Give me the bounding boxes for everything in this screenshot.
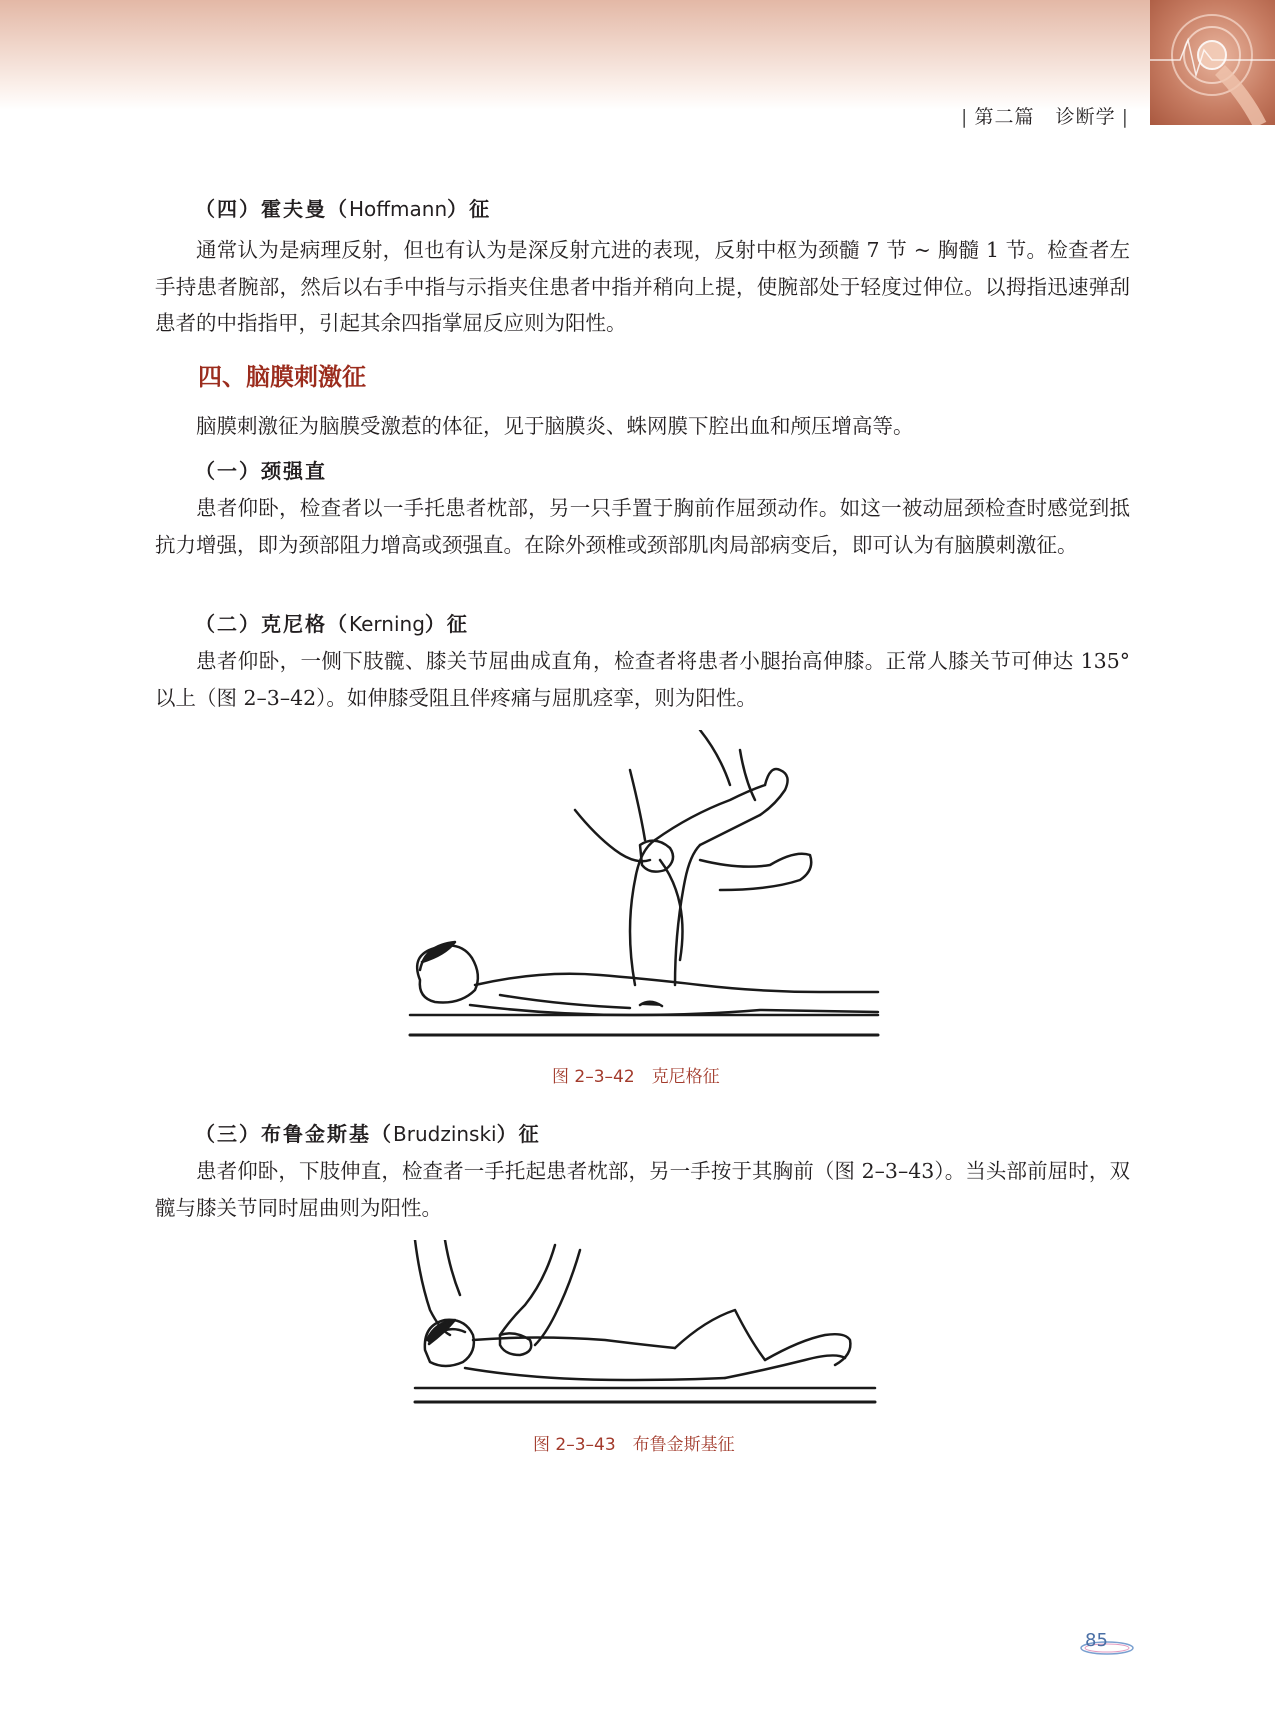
page-number [1085,1630,1108,1651]
header-band [0,0,1275,110]
neck-stiffness-heading: （一）颈强直 [195,459,327,483]
neck-stiffness-paragraph: 患者仰卧，检查者以一手托患者枕部，另一只手置于胸前作屈颈动作。如这一被动屈颈检查时感觉到抵抗力增强，即为颈部阻力增高或颈强直。在除外颈椎或颈部肌肉局部病变后，即可认为有脑膜刺激征。 [155,496,1130,557]
hoffmann-paragraph: 通常认为是病理反射，但也有认为是深反射亢进的表现，反射中枢为颈髓 7 节 ~ 胸髓 1 节。检查者左手持患者腕部，然后以右手中指与示指夹住患者中指并稍向上提，使腕部处于轻度过伸位。以拇指迅速弹刮患者的中指指甲，引起其余四指掌屈反应则为阳性。 [155,238,1130,335]
figure-caption-2-3-43: 图 2–3–43 布鲁金斯基征 [533,1435,735,1455]
meningeal-intro: 脑膜刺激征为脑膜受激惹的体征，见于脑膜炎、蛛网膜下腔出血和颅压增高等。 [196,414,914,438]
running-head: | 第二篇 诊断学 | [961,106,1129,128]
running-head-part: 第二篇 [974,106,1035,128]
brudzinski-sign-illustration [405,1240,880,1415]
page-number-text: 85 [1085,1630,1108,1651]
kerning-sign-illustration [400,730,880,1050]
figure-caption-2-3-42: 图 2–3–42 克尼格征 [552,1067,720,1087]
kerning-heading: （二）克尼格（Kerning）征 [195,612,469,636]
section-heading: 四、脑膜刺激征 [198,363,366,391]
hoffmann-heading: （四）霍夫曼（Hoffmann）征 [195,197,492,221]
stethoscope-icon [1150,0,1275,125]
brudzinski-heading: （三）布鲁金斯基（Brudzinski）征 [195,1122,541,1146]
kerning-paragraph: 患者仰卧，一侧下肢髋、膝关节屈曲成直角，检查者将患者小腿抬高伸膝。正常人膝关节可伸达 135° 以上（图 2–3–42）。如伸膝受阻且伴疼痛与屈肌痉挛，则为阳性。 [155,649,1130,710]
brudzinski-paragraph: 患者仰卧，下肢伸直，检查者一手托起患者枕部，另一手按于其胸前（图 2–3–43）。当头部前屈时，双髋与膝关节同时屈曲则为阳性。 [155,1159,1130,1220]
running-head-title: 诊断学 [1055,106,1116,128]
